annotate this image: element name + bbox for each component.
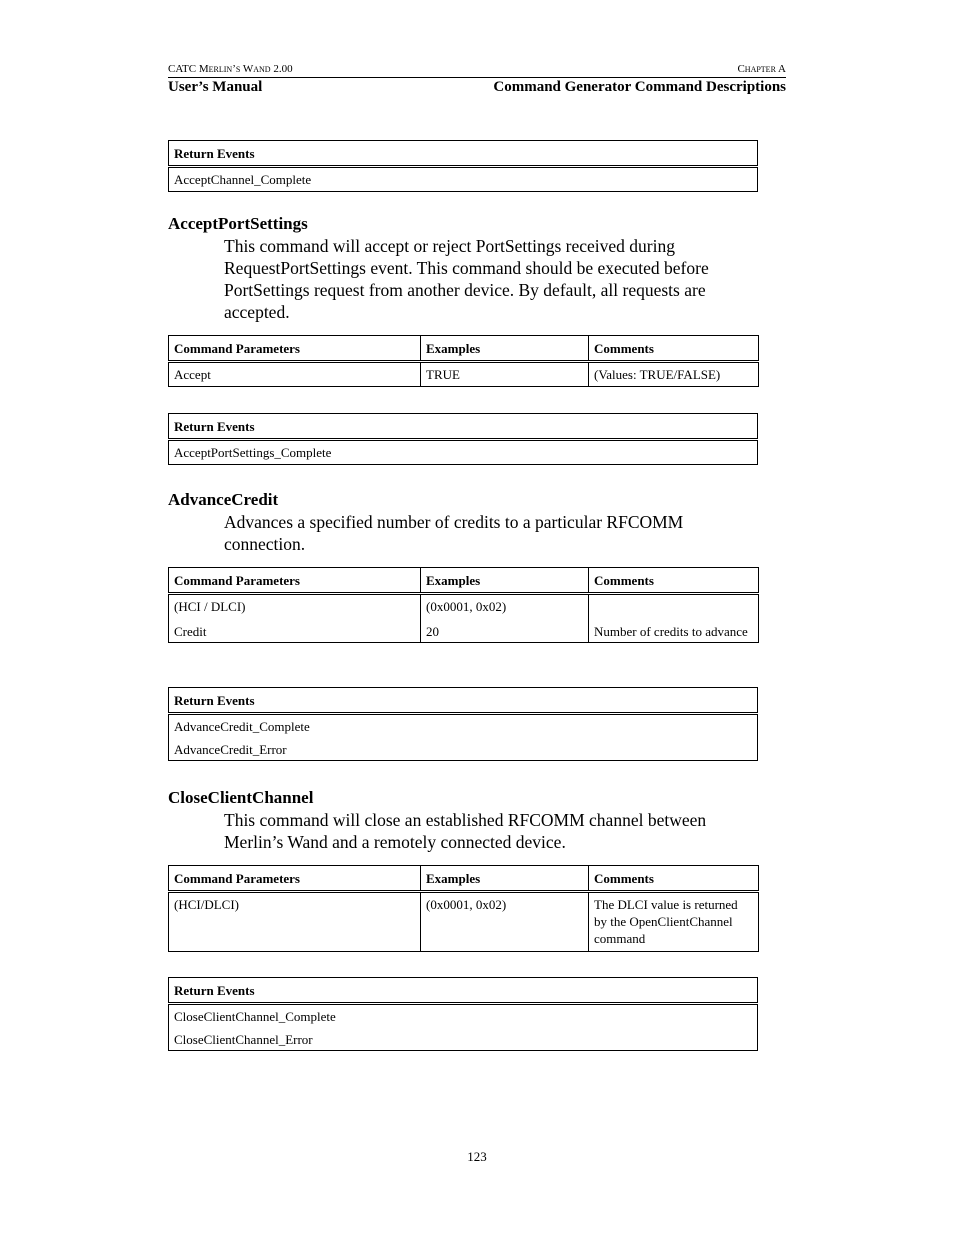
table-header: Examples: [421, 866, 589, 892]
command-parameters-table-closeclientchannel: [168, 865, 758, 952]
section-description-advancecredit: [224, 511, 764, 555]
paragraph-line: accepted.: [224, 302, 290, 322]
table-row: [169, 362, 759, 387]
table-header: Return Events: [169, 414, 758, 440]
header-doc-title: CATC Merlin’s Wand 2.00: [168, 63, 293, 75]
header-manual: User’s Manual: [168, 79, 263, 95]
table-header: Command Parameters: [169, 866, 421, 892]
paragraph-line: Merlin’s Wand and a remotely connected device.: [224, 832, 566, 852]
return-events-table-advancecredit: [168, 687, 758, 761]
table-cell: AcceptPortSettings_Complete: [169, 440, 758, 465]
table-cell: AcceptChannel_Complete: [169, 167, 758, 192]
cell-line: 20: [426, 624, 439, 639]
cell-line: CloseClientChannel_Error: [174, 1032, 313, 1047]
header-chapter: Chapter A: [737, 63, 786, 75]
table-cell: [589, 594, 759, 643]
table-row: [169, 892, 759, 952]
table-cell: [169, 1004, 758, 1051]
cell-line: (HCI / DLCI): [174, 599, 246, 614]
table-cell: [169, 714, 758, 761]
cell-line: [594, 598, 753, 615]
table-header: Command Parameters: [169, 568, 421, 594]
table-header: Return Events: [169, 688, 758, 714]
table-cell: [169, 594, 421, 643]
cell-line: AdvanceCredit_Error: [174, 742, 287, 757]
section-title-closeclientchannel: CloseClientChannel: [168, 788, 314, 807]
table-header: Return Events: [169, 141, 758, 167]
section-title-acceptportsettings: AcceptPortSettings: [168, 214, 308, 233]
section-title-advancecredit: AdvanceCredit: [168, 490, 279, 509]
table-cell: [421, 594, 589, 643]
return-events-table-closeclientchannel: [168, 977, 758, 1051]
table-cell: (0x0001, 0x02): [421, 892, 589, 952]
table-row: [169, 594, 759, 643]
cell-line: AdvanceCredit_Complete: [174, 719, 310, 734]
return-events-table-acceptportsettings: [168, 413, 758, 465]
section-description-closeclientchannel: [224, 809, 764, 853]
table-header: Command Parameters: [169, 336, 421, 362]
cell-line: Number of credits to advance: [594, 624, 748, 639]
table-header: Examples: [421, 568, 589, 594]
command-parameters-table-acceptportsettings: [168, 335, 758, 387]
cell-line: CloseClientChannel_Complete: [174, 1009, 336, 1024]
table-header: Comments: [589, 866, 759, 892]
cell-line: Credit: [174, 624, 207, 639]
table-cell: TRUE: [421, 362, 589, 387]
table-header: Comments: [589, 568, 759, 594]
paragraph-line: This command will accept or reject PortSettings received during: [224, 236, 675, 256]
paragraph-line: This command will close an established RFCOMM channel between: [224, 810, 707, 830]
paragraph-line: Advances a specified number of credits to a particular RFCOMM: [224, 512, 684, 532]
paragraph-line: connection.: [224, 534, 306, 554]
return-events-table-acceptchannel: [168, 140, 758, 192]
table-header: Comments: [589, 336, 759, 362]
table-cell: The DLCI value is returned by the OpenClientChannel command: [589, 892, 759, 952]
table-cell: Accept: [169, 362, 421, 387]
section-description-acceptportsettings: [224, 235, 764, 323]
paragraph-line: RequestPortSettings event. This command should be executed before: [224, 258, 709, 278]
table-header: Return Events: [169, 978, 758, 1004]
paragraph-line: PortSettings request from another device. By default, all requests are: [224, 280, 706, 300]
running-header: [168, 62, 786, 96]
command-parameters-table-advancecredit: [168, 567, 758, 643]
table-cell: (HCI/DLCI): [169, 892, 421, 952]
cell-line: (0x0001, 0x02): [426, 599, 507, 614]
table-header: Examples: [421, 336, 589, 362]
header-section-title: Command Generator Command Descriptions: [493, 79, 786, 95]
page-number: 123: [467, 1149, 487, 1164]
table-cell: (Values: TRUE/FALSE): [589, 362, 759, 387]
